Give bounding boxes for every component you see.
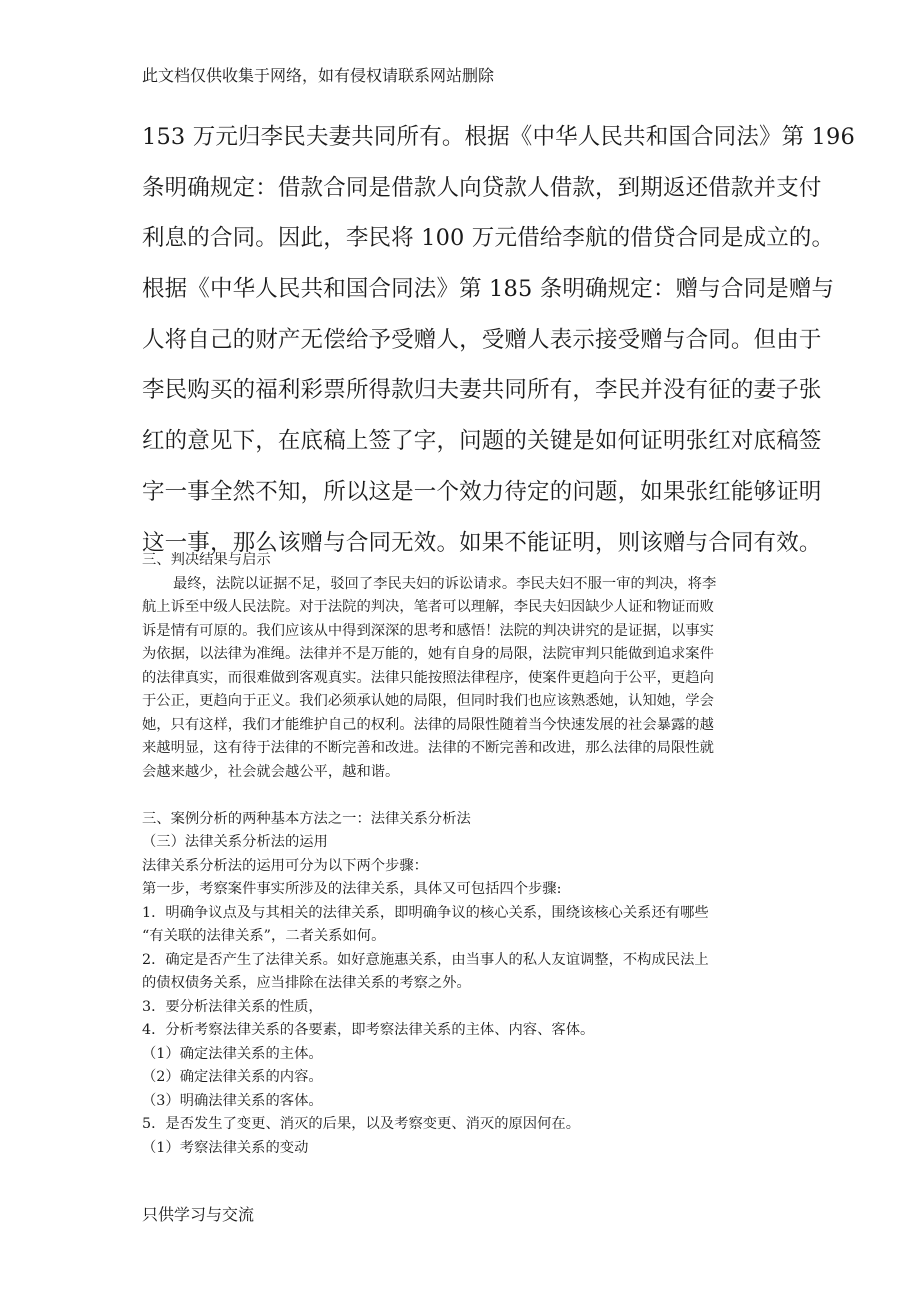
- method-line: 第一步，考察案件事实所涉及的法律关系，具体又可包括四个步骤:: [142, 881, 562, 897]
- judgment-line: 的法律真实，而很难做到客观真实。法律只能按照法律程序，使案件更趋向于公平，更趋向: [142, 669, 714, 686]
- main-line: 红的意见下，在底稿上签了字，问题的关键是如何证明张红对底稿签: [142, 428, 822, 455]
- method-line: 的债权债务关系，应当排除在法律关系的考察之外。: [142, 975, 471, 991]
- main-line: 李民购买的福利彩票所得款归夫妻共同所有，李民并没有征的妻子张: [142, 377, 822, 404]
- judgment-line: 会越来越少，社会就会越公平，越和谐。: [142, 763, 400, 780]
- judgment-line: 诉是情有可原的。我们应该从中得到深深的思考和感悟！法院的判决讲究的是证据，以事实: [142, 622, 714, 639]
- method-line: （1）考察法律关系的变动: [142, 1139, 309, 1156]
- blank-line: [142, 784, 787, 808]
- subsection-heading: （三）法律关系分析法的运用: [142, 834, 328, 850]
- method-line: “有关联的法律关系”，二者关系如何。: [142, 928, 386, 944]
- judgment-line: 航上诉至中级人民法院。对于法院的判决，笔者可以理解，李民夫妇因缺少人证和物证而败: [142, 599, 714, 615]
- footer-note: 只供学习与交流: [142, 1205, 255, 1224]
- main-line: 根据《中华人民共和国合同法》第 185 条明确规定：赠与合同是赠与: [142, 276, 835, 303]
- judgment-line: 来越明显，这有待于法律的不断完善和改进。法律的不断完善和改进，那么法律的局限性就: [142, 740, 714, 756]
- method-line: （2）确定法律关系的内容。: [142, 1069, 323, 1085]
- main-line: 字一事全然不知，所以这是一个效力待定的问题，如果张红能够证明: [142, 478, 822, 505]
- judgment-line: 为依据，以法律为准绳。法律并不是万能的，她有自身的局限，法院审判只能做到追求案件: [142, 646, 714, 662]
- main-line: 153 万元归李民夫妻共同所有。根据《中华人民共和国合同法》第 196: [142, 124, 855, 150]
- judgment-line: 于公正，更趋向于正义。我们必须承认她的局限，但同时我们也应该熟悉她，认知她，学会: [142, 693, 714, 709]
- main-line: 利息的合同。因此，李民将 100 万元借给李航的借贷合同是成立的。: [142, 225, 835, 252]
- main-paragraph: [142, 117, 855, 573]
- method-line: 4．分析考察法律关系的各要素，即考察法律关系的主体、内容、客体。: [142, 1022, 595, 1038]
- method-line: 5．是否发生了变更、消灭的后果，以及考察变更、消灭的原因何在。: [142, 1116, 580, 1132]
- method-line: 2．确定是否产生了法律关系。如好意施惠关系，由当事人的私人友谊调整，不构成民法上: [142, 951, 709, 968]
- header-disclaimer: 此文档仅供收集于网络，如有侵权请联系网站删除: [142, 66, 495, 85]
- main-line: 这一事，那么该赠与合同无效。如果不能证明，则该赠与合同有效。: [142, 529, 822, 556]
- main-line: 人将自己的财产无偿给予受赠人，受赠人表示接受赠与合同。但由于: [142, 326, 822, 353]
- lower-content: [142, 549, 787, 1160]
- method-line: 3．要分析法律关系的性质，: [142, 998, 323, 1015]
- section-heading-method: 三、案例分析的两种基本方法之一：法律关系分析法: [142, 810, 471, 827]
- method-line: （3）明确法律关系的客体。: [142, 1092, 323, 1109]
- method-line: 法律关系分析法的运用可分为以下两个步骤：: [142, 857, 428, 874]
- section-heading-judgment: 三、判决结果与启示: [142, 552, 271, 568]
- method-line: （1）确定法律关系的主体。: [142, 1045, 323, 1062]
- method-line: 1．明确争议点及与其相关的法律关系，即明确争议的核心关系，围绕该核心关系还有哪些: [142, 904, 709, 921]
- judgment-line: 她，只有这样，我们才能维护自己的权利。法律的局限性随着当今快速发展的社会暴露的越: [142, 716, 714, 733]
- judgment-line: 最终，法院以证据不足，驳回了李民夫妇的诉讼请求。李民夫妇不服一审的判决，将李: [173, 575, 717, 592]
- main-line: 条明确规定：借款合同是借款人向贷款人借款，到期返还借款并支付: [142, 174, 822, 201]
